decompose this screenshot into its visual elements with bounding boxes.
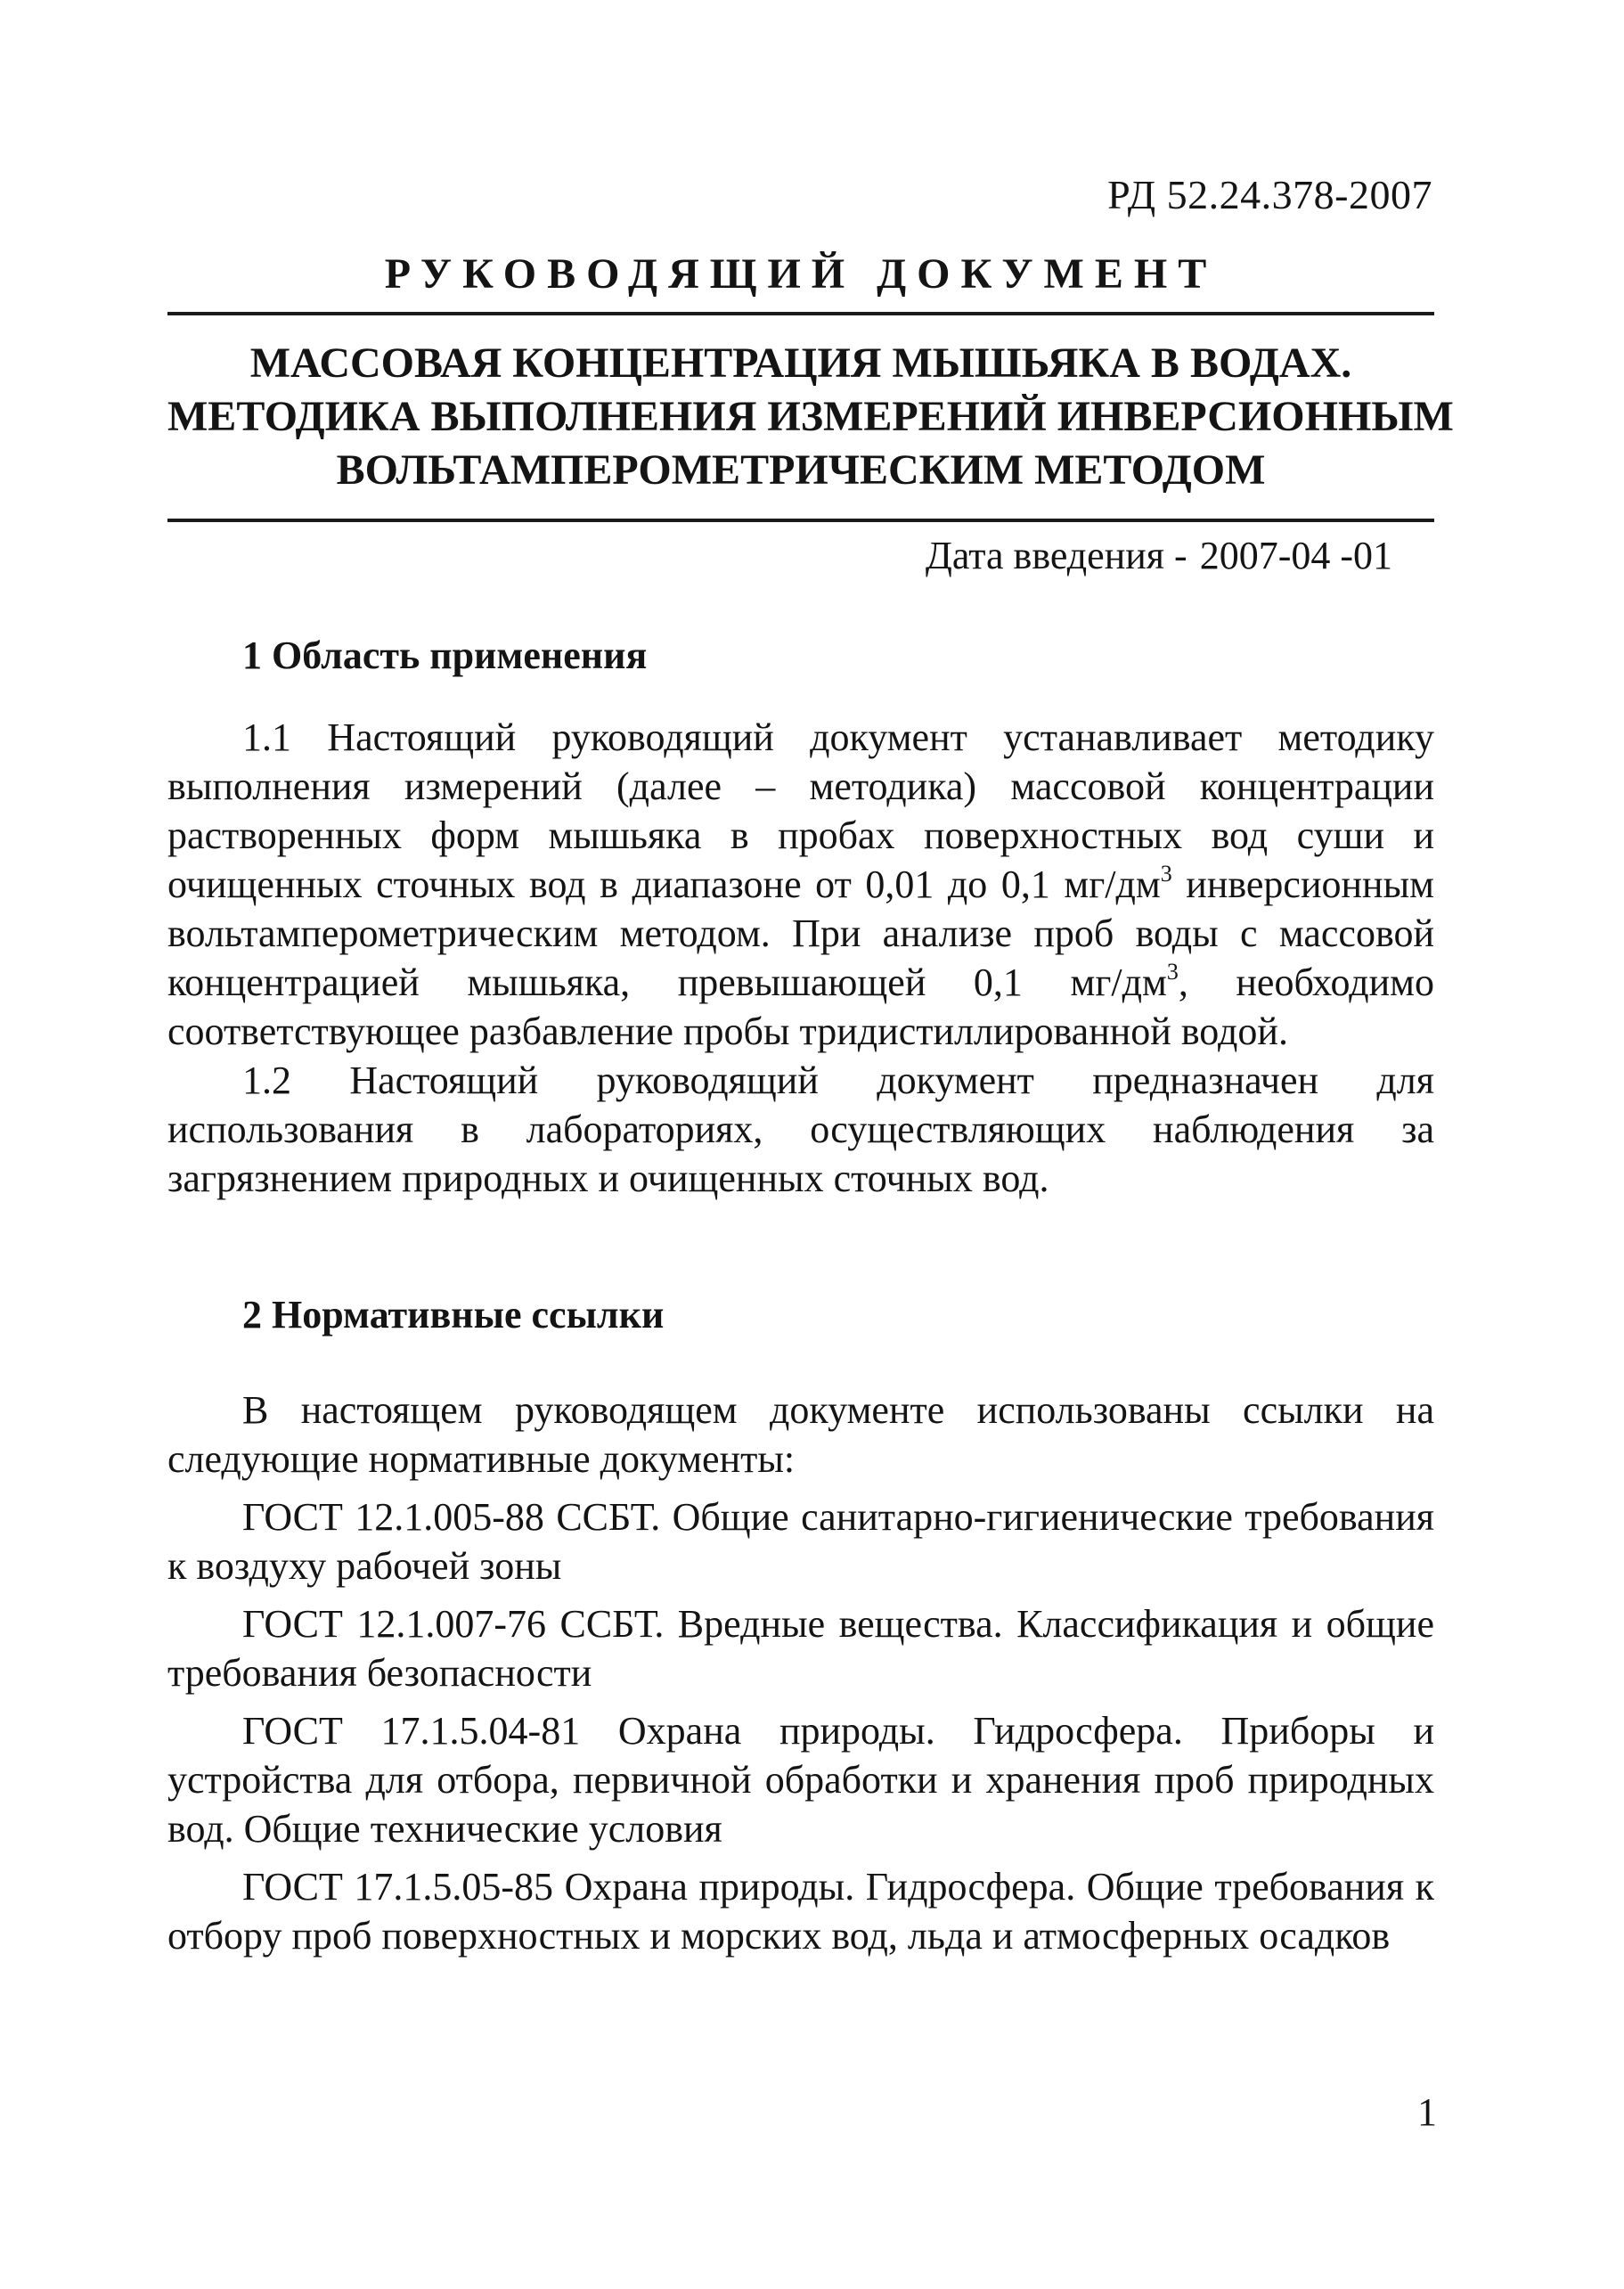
title-line-3: ВОЛЬТАМПЕРОМЕТРИЧЕСКИМ МЕТОДОМ bbox=[336, 446, 1266, 494]
introduction-date bbox=[926, 533, 1392, 578]
paragraph-1-1-text-a: 1.1 Настоящий руководящий документ устанавливает методику выполнения измерений (далее – методика) массовой концентрации растворенных форм мышьяка в пробах поверхностных вод суши и очищенных сточных вод в диапазоне от 0,01 до 0,1 мг/дм bbox=[167, 715, 1434, 906]
superscript-exponent: 3 bbox=[1160, 861, 1172, 887]
paragraph-1-2: 1.2 Настоящий руководящий документ предназначен для использования в лабораториях, осуществляющих наблюдения за загрязнением природных и очищенных сточных вод. bbox=[167, 1059, 1434, 1200]
introduction-date-value: 2007-04 -01 bbox=[1199, 534, 1392, 577]
title-divider bbox=[167, 519, 1434, 522]
document-type-heading: РУКОВОДЯЩИЙ ДОКУМЕНТ bbox=[384, 250, 1218, 298]
paragraph-1-1-text-b: инверсионным вольтамперометрическим методом. При анализе проб воды с массовой концентрацией мышьяка, превышающей 0,1 мг/дм bbox=[167, 862, 1434, 1004]
reference-item: ГОСТ 12.1.005-88 ССБТ. Общие санитарно-гигиенические требования к воздуху рабочей зоны bbox=[167, 1495, 1434, 1588]
section-1-heading: 1 Область применения bbox=[242, 634, 648, 677]
title-line-1: МАССОВАЯ КОНЦЕНТРАЦИЯ МЫШЬЯКА В ВОДАХ. bbox=[249, 339, 1352, 387]
references-intro: В настоящем руководящем документе использованы ссылки на следующие нормативные документы: bbox=[167, 1388, 1434, 1481]
paragraph-1-1 bbox=[167, 713, 1434, 1056]
top-divider bbox=[167, 312, 1434, 315]
introduction-date-label: Дата введения - bbox=[925, 534, 1187, 577]
document-code: РД 52.24.378-2007 bbox=[1107, 172, 1432, 217]
title-line-2: МЕТОДИКА ВЫПОЛНЕНИЯ ИЗМЕРЕНИЙ ИНВЕРСИОННЫМ bbox=[167, 393, 1454, 440]
document-title bbox=[167, 337, 1454, 497]
page-number: 1 bbox=[1417, 2090, 1437, 2134]
paragraph-1-1-text-c: , необходимо соответствующее разбавление пробы тридистиллированной водой. bbox=[167, 961, 1435, 1053]
reference-item: ГОСТ 17.1.5.05-85 Охрана природы. Гидросфера. Общие требования к отбору проб поверхностных и морских вод, льда и атмосферных осадков bbox=[167, 1865, 1434, 1958]
reference-item: ГОСТ 12.1.007-76 ССБТ. Вредные вещества. Классификация и общие требования безопасности bbox=[167, 1602, 1434, 1695]
section-1-body bbox=[167, 713, 1434, 1203]
section-2-heading: 2 Нормативные ссылки bbox=[242, 1293, 665, 1337]
reference-item: ГОСТ 17.1.5.04-81 Охрана природы. Гидросфера. Приборы и устройства для отбора, первичной обработки и хранения проб природных вод. Общие технические условия bbox=[167, 1709, 1434, 1851]
section-2-body bbox=[167, 1386, 1434, 1960]
superscript-exponent: 3 bbox=[1166, 959, 1179, 985]
